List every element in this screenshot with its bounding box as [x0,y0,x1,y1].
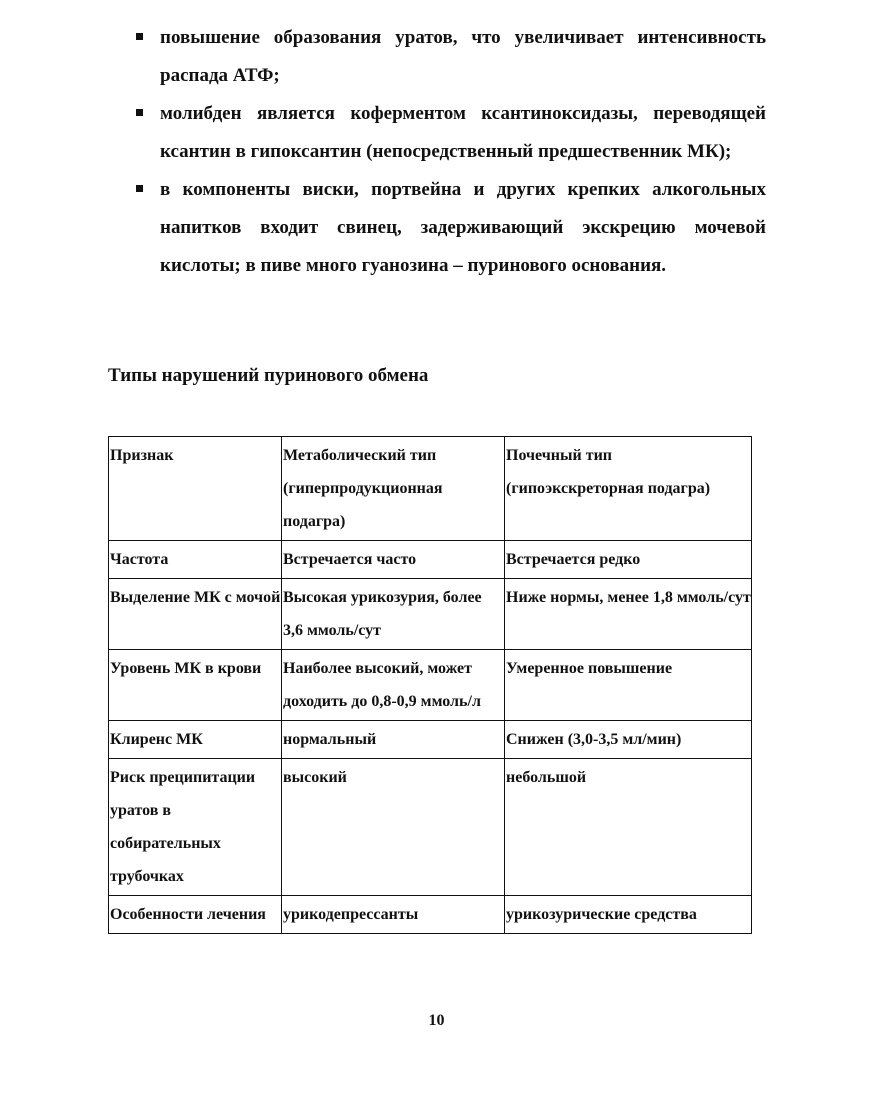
purine-disorder-types-table [108,436,752,934]
table-header-row [109,437,752,541]
table-cell: Риск преципитации уратов в собирательных трубочках [109,759,282,896]
table-header-cell: Почечный тип (гипоэкскреторная подагра) [505,437,752,541]
table-row [109,759,752,896]
page-number: 10 [428,1012,445,1029]
list-item [136,95,766,171]
section-title: Типы нарушений пуринового обмена [108,365,429,386]
table-cell: урикодепрессанты [282,896,505,934]
table-cell: небольшой [505,759,752,896]
bullet-text: в компоненты виски, портвейна и других крепких алкогольных напитков входит свинец, задерживающий экскрецию мочевой кислоты; в пиве много гуанозина – пуринового основания. [160,179,766,276]
table-header-cell: Метаболический тип (гиперпродукционная подагра) [282,437,505,541]
bullet-square-icon [136,33,143,40]
table-header-cell: Признак [109,437,282,541]
table-cell: Клиренс МК [109,721,282,759]
table-cell: Особенности лечения [109,896,282,934]
table-cell: Высокая урикозурия, более 3,6 ммоль/сут [282,579,505,650]
table-cell: Умеренное повышение [505,650,752,721]
bullet-square-icon [136,185,143,192]
table-row [109,650,752,721]
table-cell: Наиболее высокий, может доходить до 0,8-0,9 ммоль/л [282,650,505,721]
table-cell: Встречается часто [282,541,505,579]
table-row [109,579,752,650]
table-cell: Снижен (3,0-3,5 мл/мин) [505,721,752,759]
bullet-text: молибден является коферментом ксантиноксидазы, переводящей ксантин в гипоксантин (непосредственный предшественник МК); [160,103,766,162]
bullet-list [136,19,766,285]
bullet-square-icon [136,109,143,116]
table-row [109,541,752,579]
table-cell: Выделение МК с мочой [109,579,282,650]
table-cell: Уровень МК в крови [109,650,282,721]
table-row [109,721,752,759]
table-cell: Встречается редко [505,541,752,579]
table-cell: урикозурические средства [505,896,752,934]
table-cell: нормальный [282,721,505,759]
table-cell: высокий [282,759,505,896]
bullet-text: повышение образования уратов, что увеличивает интенсивность распада АТФ; [160,27,766,86]
table-cell: Частота [109,541,282,579]
list-item [136,171,766,285]
list-item [136,19,766,95]
table-row [109,896,752,934]
table-cell: Ниже нормы, менее 1,8 ммоль/сут [505,579,752,650]
